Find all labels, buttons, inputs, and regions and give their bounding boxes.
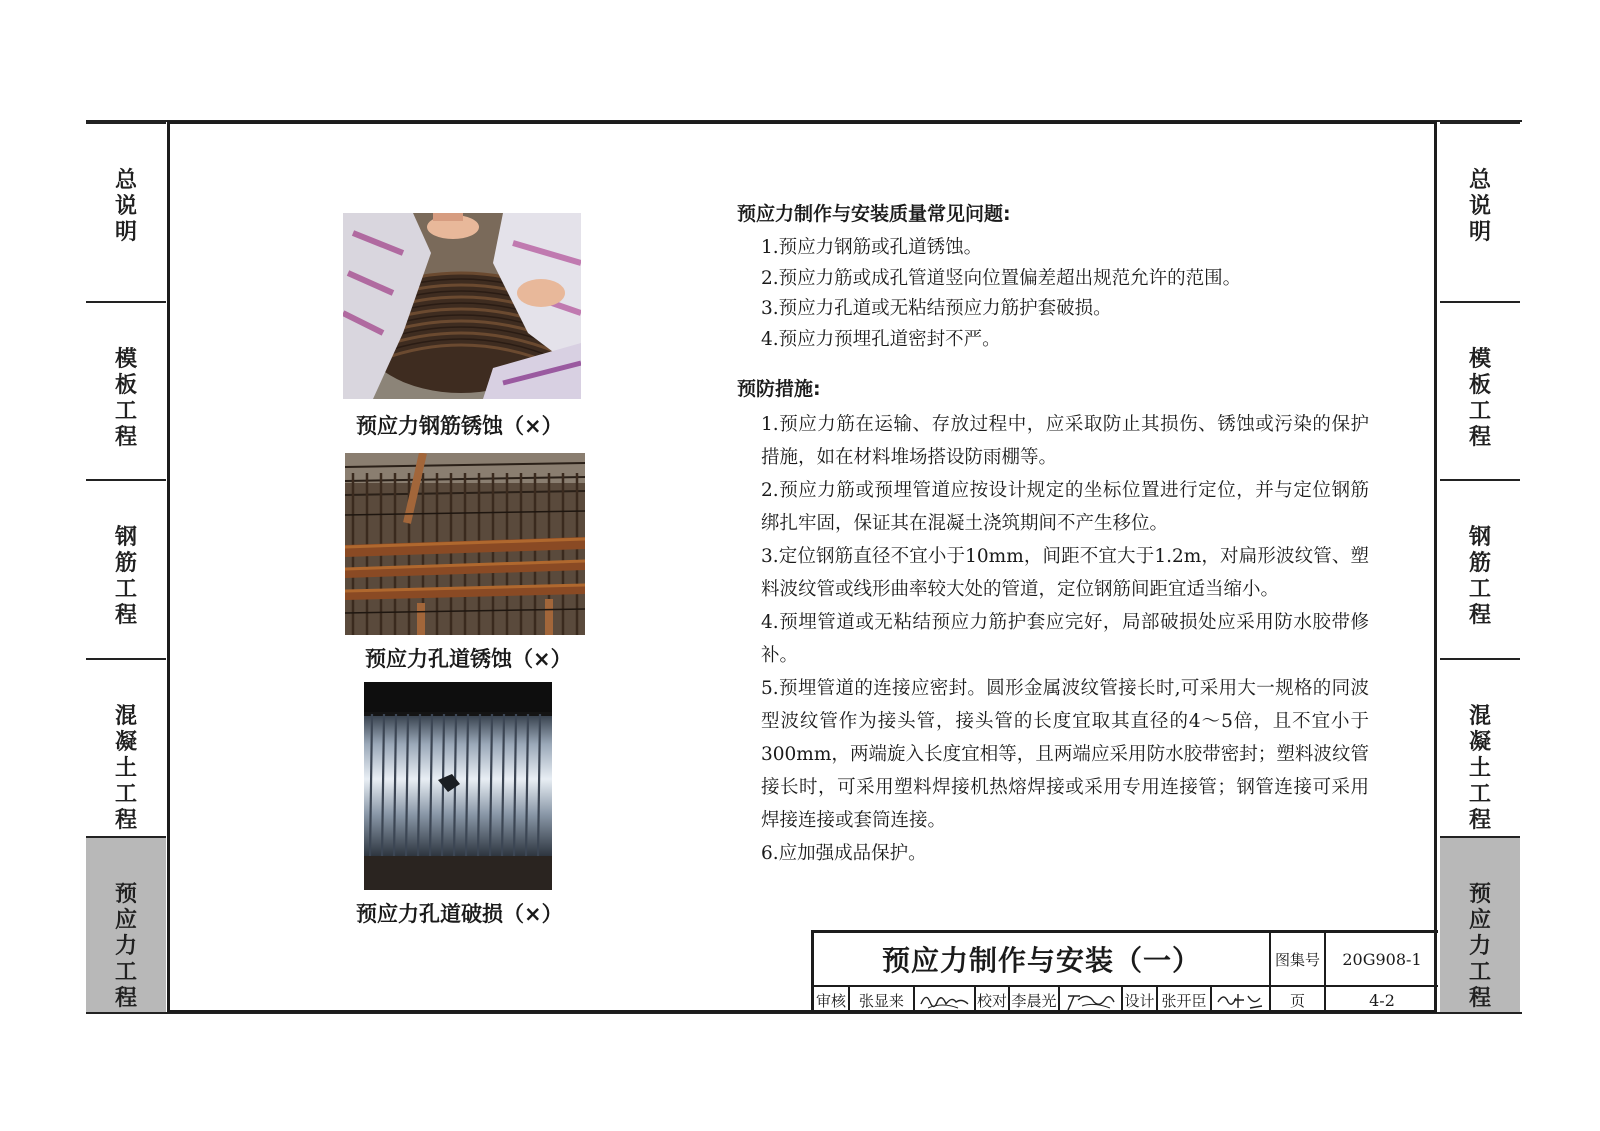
tab-rebar[interactable] bbox=[86, 479, 166, 658]
designer-name: 张开臣 bbox=[1161, 991, 1207, 1010]
measure-item: 3.定位钢筋直径不宜小于10mm，间距不宜大于1.2m，对扁形波纹管、塑料波纹管或线形曲率较大处的管道，定位钢筋间距宜适当缩小。 bbox=[761, 546, 1369, 600]
photo-rusted-duct bbox=[345, 453, 585, 635]
tab-prestress[interactable] bbox=[1440, 836, 1520, 1012]
photo-caption: 预应力孔道破损（×） bbox=[356, 902, 563, 926]
measure-item: 2.预应力筋或预埋管道应按设计规定的坐标位置进行定位，并与定位钢筋绑扎牢固，保证其在混凝土浇筑期间不产生移位。 bbox=[761, 480, 1369, 534]
measure-item: 1.预应力筋在运输、存放过程中，应采取防止其损伤、锈蚀或污染的保护措施，如在材料堆场搭设防雨棚等。 bbox=[761, 414, 1369, 468]
review-label: 审核 bbox=[815, 991, 846, 1010]
tab-label: 模板工程 bbox=[114, 347, 137, 450]
problem-item: 4.预应力预埋孔道密封不严。 bbox=[761, 328, 1001, 350]
content-text bbox=[737, 200, 1369, 870]
tab-general[interactable] bbox=[86, 122, 166, 301]
tab-label: 总说明 bbox=[1468, 168, 1491, 245]
tab-concrete[interactable] bbox=[86, 658, 166, 836]
photo-rusted-strand bbox=[343, 213, 581, 399]
check-label: 校对 bbox=[976, 991, 1007, 1010]
reviewer-signature bbox=[918, 988, 972, 1012]
title-block-divider bbox=[1210, 985, 1212, 1013]
tab-general[interactable] bbox=[1440, 122, 1520, 301]
tab-label: 钢筋工程 bbox=[1468, 525, 1491, 628]
tab-formwork[interactable] bbox=[86, 301, 166, 479]
checker-signature bbox=[1064, 988, 1118, 1012]
left-tab-strip bbox=[86, 122, 166, 1012]
problem-item: 2.预应力筋或成孔管道竖向位置偏差超出规范允许的范围。 bbox=[761, 267, 1242, 289]
tab-label: 总说明 bbox=[114, 168, 137, 245]
designer-signature bbox=[1214, 988, 1266, 1012]
measure-item: 6.应加强成品保护。 bbox=[761, 843, 927, 864]
problem-item: 3.预应力孔道或无粘结预应力筋护套破损。 bbox=[761, 298, 1112, 319]
drawing-title: 预应力制作与安装（一） bbox=[881, 944, 1201, 977]
measures-heading: 预防措施: bbox=[737, 378, 821, 400]
page-number: 4-2 bbox=[1369, 990, 1395, 1010]
problems-heading: 预应力制作与安装质量常见问题: bbox=[737, 203, 1011, 225]
right-tab-strip bbox=[1440, 122, 1520, 1012]
problem-item: 1.预应力钢筋或孔道锈蚀。 bbox=[761, 237, 983, 258]
atlas-number: 20G908-1 bbox=[1342, 949, 1422, 969]
photo-caption: 预应力孔道锈蚀（×） bbox=[365, 647, 572, 671]
reviewer-name: 张显来 bbox=[858, 991, 904, 1010]
title-block bbox=[811, 930, 1438, 1013]
tab-concrete[interactable] bbox=[1440, 658, 1520, 836]
tab-label: 混凝土工程 bbox=[114, 704, 137, 833]
title-block-divider bbox=[913, 985, 915, 1013]
design-label: 设计 bbox=[1124, 991, 1155, 1010]
tab-rebar[interactable] bbox=[1440, 479, 1520, 658]
tab-prestress[interactable] bbox=[86, 836, 166, 1012]
measure-item: 5.预埋管道的连接应密封。圆形金属波纹管接长时,可采用大一规格的同波型波纹管作为接头管，接头管的长度宜取其直径的4～5倍，且不宜小于300mm，两端旋入长度宜相等，且两端应采用防水胶带密封；塑料波纹管接长时，可采用塑料焊接机热熔焊接或采用专用连接管；钢管连接可采用焊接连接或套筒连接。 bbox=[761, 678, 1369, 831]
measure-item: 4.预埋管道或无粘结预应力筋护套应完好，局部破损处应采用防水胶带修补。 bbox=[761, 612, 1369, 666]
tab-label: 混凝土工程 bbox=[1468, 704, 1491, 833]
photo-caption: 预应力钢筋锈蚀（×） bbox=[356, 414, 563, 438]
tab-label: 预应力工程 bbox=[1468, 882, 1491, 1011]
tab-label: 钢筋工程 bbox=[114, 525, 137, 628]
tab-label: 预应力工程 bbox=[114, 882, 137, 1011]
photo-damaged-duct bbox=[364, 682, 552, 890]
atlas-number-label: 图集号 bbox=[1274, 950, 1320, 969]
title-block-divider bbox=[1058, 985, 1060, 1013]
page-label: 页 bbox=[1289, 991, 1305, 1010]
tab-label: 模板工程 bbox=[1468, 347, 1491, 450]
tab-formwork[interactable] bbox=[1440, 301, 1520, 479]
checker-name: 李晨光 bbox=[1011, 991, 1057, 1010]
